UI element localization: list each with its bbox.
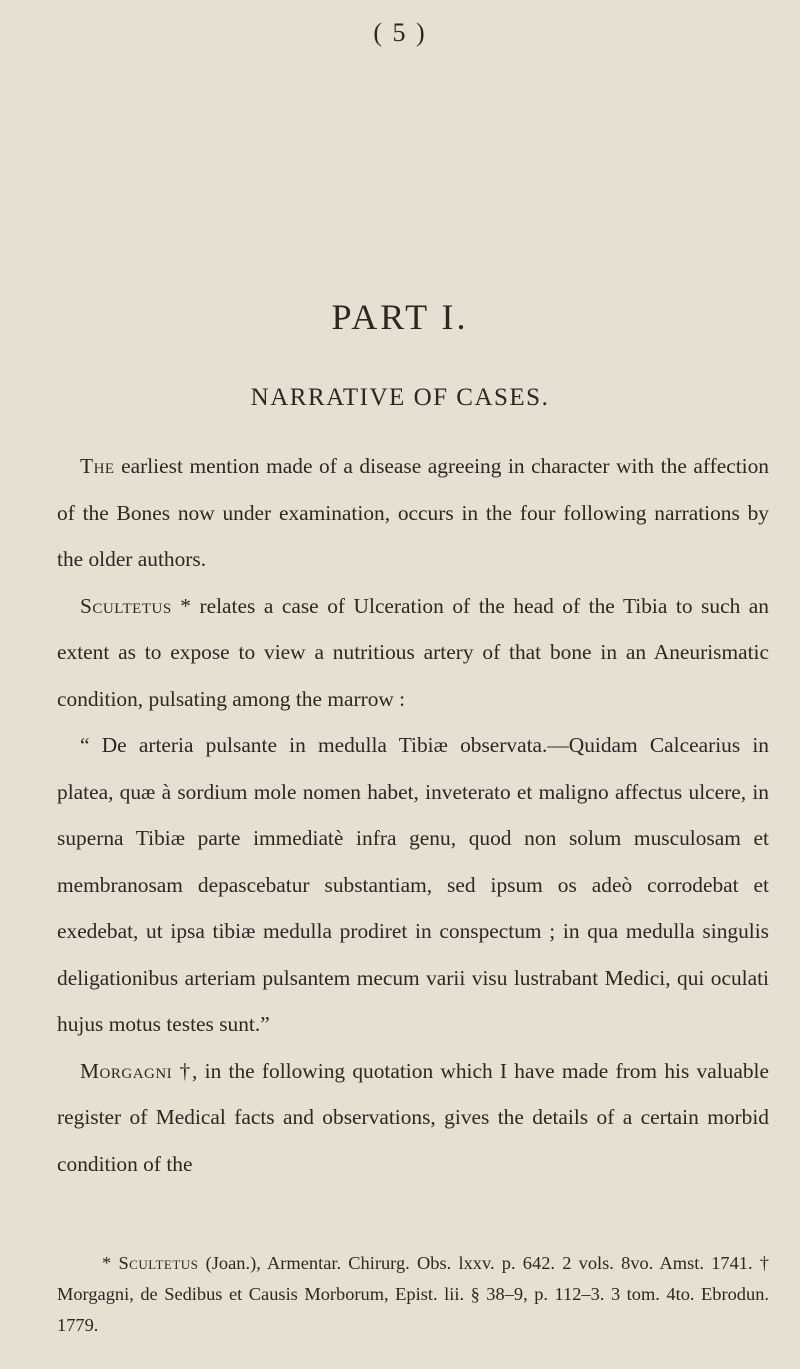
paragraph-text: †, in the following quotation which I have made from his valuable register of Medical facts and observations, gives the details of a certain morbid condition of the	[57, 1058, 769, 1176]
footnote-text: (Joan.), Armentar. Chirurg. Obs. lxxv. p. 642. 2 vols. 8vo. Amst. 1741. † Morgagni, de Sedibus et Causis Morborum, Epist. lii. § 38–9, p. 112–3. 3 tom. 4to. Ebrodun. 1779.	[57, 1253, 769, 1335]
paragraph-intro	[57, 443, 769, 583]
footnote-lead: Scultetus	[118, 1253, 199, 1273]
paragraph-text: “ De arteria pulsante in medulla Tibiæ observata.—Quidam Calcearius in platea, quæ à sordium mole nomen habet, inveterato et maligno affectus ulcere, in superna Tibiæ parte immediatè infra genu, quod non solum musculosam et membranosam depascebatur substantiam, sed ipsum os adeò corrodebat et exedebat, ut ipsa tibiæ medulla prodiret in conspectum ; in qua medulla singulis deligationibus arteriam pulsantem mecum varii visu lustrabant Medici, qui oculati hujus motus testes sunt.”	[57, 733, 769, 1036]
body-text	[57, 443, 769, 1187]
paragraph-text: * relates a case of Ulceration of the head of the Tibia to such an extent as to expose to view a nutritious artery of that bone in an Aneurismatic condition, pulsating among the marrow :	[57, 593, 769, 711]
paragraph-lead: Scultetus	[80, 593, 172, 618]
footnotes	[57, 1248, 769, 1341]
paragraph-morgagni	[57, 1048, 769, 1188]
paragraph-latin-quote	[57, 722, 769, 1048]
footnote	[57, 1248, 769, 1341]
part-title: PART I.	[331, 297, 469, 337]
paragraph-text: earliest mention made of a disease agreeing in character with the affection of the Bones now under examination, occurs in the four following narrations by the older authors.	[57, 454, 769, 571]
section-title: NARRATIVE OF CASES.	[250, 384, 550, 411]
paragraph-lead: The	[80, 454, 115, 478]
footnote-marker: *	[102, 1253, 119, 1273]
page-number: ( 5 )	[373, 18, 427, 47]
paragraph-scultetus	[57, 583, 769, 723]
paragraph-lead: Morgagni	[80, 1058, 173, 1083]
